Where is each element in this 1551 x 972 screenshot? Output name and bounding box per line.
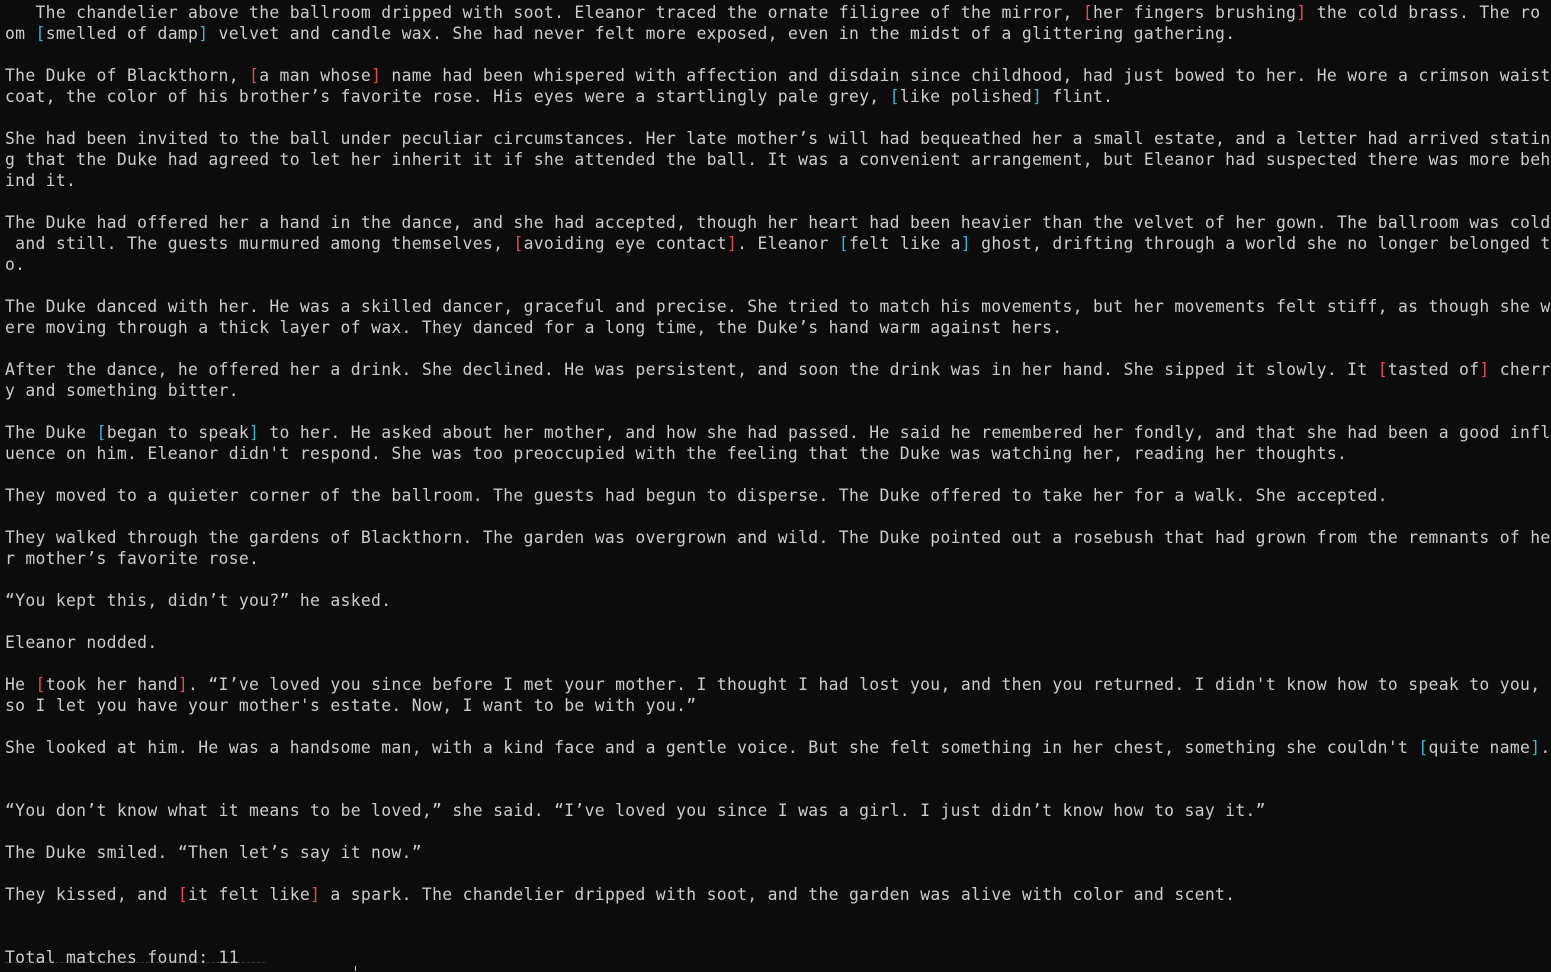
line-text: felt like a <box>848 234 961 253</box>
match-bracket-cyan: [ <box>96 423 107 442</box>
line-text: g that the Duke had agreed to let her inherit it if she attended the ball. It was a convenient arrangement, but Eleanor had suspected there was more beh <box>5 150 1551 169</box>
line-text: flint. <box>1042 87 1114 106</box>
line-text: ind it. <box>5 171 77 190</box>
terminal-line <box>5 65 1551 86</box>
line-text: om <box>5 24 36 43</box>
terminal-line <box>5 632 158 653</box>
line-text: They kissed, and <box>5 885 178 904</box>
match-bracket-red: [ <box>513 234 524 253</box>
terminal-line <box>5 212 1551 233</box>
line-text: o. <box>5 255 26 274</box>
line-text: . “I’ve loved you since before I met your mother. I thought I had lost you, and then you returned. I didn't know how to speak to you, <box>188 675 1541 694</box>
line-text: quite name <box>1428 738 1531 757</box>
line-text: She had been invited to the ball under peculiar circumstances. Her late mother’s will had bequeathed her a small estate, and a letter had arrived statin <box>5 129 1551 148</box>
match-bracket-cyan: ] <box>1530 738 1541 757</box>
line-text: uence on him. Eleanor didn't respond. She was too preoccupied with the feeling that the Duke was watching her, reading her thoughts. <box>5 444 1348 463</box>
line-text: coat, the color of his brother’s favorite rose. His eyes were a startlingly pale grey, <box>5 87 890 106</box>
line-text: it felt like <box>188 885 311 904</box>
line-text: The Duke <box>5 423 97 442</box>
terminal-line <box>5 527 1551 548</box>
match-bracket-cyan: [ <box>889 87 900 106</box>
line-text: She looked at him. He was a handsome man, with a kind face and a gentle voice. But she felt something in her chest, something she couldn't <box>5 738 1419 757</box>
terminal-line <box>5 380 239 401</box>
terminal-line <box>5 317 1062 338</box>
terminal-line <box>5 800 1266 821</box>
terminal-line <box>5 170 76 191</box>
line-text: smelled of damp <box>45 24 199 43</box>
line-text: . Eleanor <box>737 234 839 253</box>
line-text: a spark. The chandelier dripped with soot, and the garden was alive with color and scent. <box>320 885 1236 904</box>
line-text: The Duke danced with her. He was a skilled dancer, graceful and precise. She tried to match his movements, but her movements felt stiff, as though she w <box>5 297 1551 316</box>
line-text: After the dance, he offered her a drink. She declined. He was persistent, and soon the drink was in her hand. She sipped it slowly. It <box>5 360 1378 379</box>
match-bracket-cyan: ] <box>249 423 260 442</box>
match-bracket-red: [ <box>249 66 260 85</box>
line-text: began to speak <box>106 423 250 442</box>
match-bracket-cyan: ] <box>960 234 972 253</box>
line-text: They walked through the gardens of Blackthorn. The garden was overgrown and wild. The Duke pointed out a rosebush that had grown from the remnants of he <box>5 528 1551 547</box>
match-bracket-red: ] <box>1296 3 1307 22</box>
terminal-line <box>5 128 1551 149</box>
terminal-line <box>5 2 1540 23</box>
line-text: He <box>5 675 36 694</box>
line-text: name had been whispered with affection and disdain since childhood, had just bowed to her. He wore a crimson waist <box>381 66 1551 85</box>
line-text: the cold brass. The ro <box>1306 3 1541 22</box>
line-text: “You kept this, didn’t you?” he asked. <box>5 591 392 610</box>
match-bracket-red: ] <box>371 66 382 85</box>
match-bracket-red: [ <box>177 885 189 904</box>
line-text: cherr <box>1489 360 1551 379</box>
line-text: The Duke of Blackthorn, <box>5 66 250 85</box>
line-text: ere moving through a thick layer of wax. They danced for a long time, the Duke’s hand warm against hers. <box>5 318 1063 337</box>
line-text: y and something bitter. <box>5 381 239 400</box>
line-text: Eleanor nodded. <box>5 633 158 652</box>
match-bracket-red: ] <box>726 234 738 253</box>
match-bracket-cyan: [ <box>838 234 849 253</box>
line-text: They moved to a quieter corner of the ballroom. The guests had begun to disperse. The Duke offered to take her for a walk. She accepted. <box>5 486 1388 505</box>
line-text: The Duke had offered her a hand in the dance, and she had accepted, though her heart had been heavier than the velvet of her gown. The ballroom was cold <box>5 213 1551 232</box>
line-text: avoiding eye contact <box>523 234 727 253</box>
terminal-line <box>5 884 1235 905</box>
terminal-line <box>5 149 1551 170</box>
terminal-line <box>5 443 1347 464</box>
terminal-line <box>5 86 1113 107</box>
line-text: took her hand <box>45 675 178 694</box>
match-bracket-red: [ <box>1082 3 1093 22</box>
line-text: The chandelier above the ballroom dripped with soot. Eleanor traced the ornate filigree of the mirror, <box>5 3 1083 22</box>
terminal-line <box>5 359 1551 380</box>
terminal-line <box>5 674 1540 695</box>
line-text: her fingers brushing <box>1092 3 1297 22</box>
terminal-line <box>5 695 696 716</box>
match-bracket-cyan: ] <box>198 24 209 43</box>
terminal-line <box>5 737 1551 758</box>
line-text: a man whose <box>259 66 372 85</box>
terminal-line <box>5 842 422 863</box>
terminal-line <box>5 422 1551 443</box>
match-bracket-red: ] <box>1479 360 1490 379</box>
match-bracket-red: [ <box>35 675 46 694</box>
line-text: to her. He asked about her mother, and how she had passed. He said he remembered her fondly, and that she had been a good infl <box>259 423 1551 442</box>
line-text: . <box>1540 738 1551 757</box>
terminal-line <box>5 296 1551 317</box>
line-text: ghost, drifting through a world she no longer belonged t <box>971 234 1551 253</box>
line-text: The Duke smiled. “Then let’s say it now.” <box>5 843 422 862</box>
partially-hidden-next-line <box>5 962 265 972</box>
terminal-line <box>5 485 1388 506</box>
terminal-line <box>5 548 259 569</box>
match-bracket-cyan: ] <box>1031 87 1043 106</box>
line-text: velvet and candle wax. She had never felt more exposed, even in the midst of a glittering gathering. <box>208 24 1236 43</box>
line-text: Total matches found: 11 <box>5 948 239 967</box>
match-bracket-cyan: [ <box>35 24 46 43</box>
line-text: r mother’s favorite rose. <box>5 549 260 568</box>
line-text: “You don’t know what it means to be loved,” she said. “I’ve loved you since I was a girl. I just didn’t know how to say it.” <box>5 801 1266 820</box>
match-bracket-cyan: [ <box>1418 738 1429 757</box>
terminal-line <box>5 590 391 611</box>
match-bracket-red: [ <box>1377 360 1388 379</box>
line-text: tasted of <box>1387 360 1480 379</box>
terminal-line <box>5 254 25 275</box>
line-text: like polished <box>899 87 1032 106</box>
match-bracket-red: ] <box>177 675 189 694</box>
line-text: so I let you have your mother's estate. Now, I want to be with you.” <box>5 696 697 715</box>
text-cursor <box>355 966 356 971</box>
line-text: and still. The guests murmured among themselves, <box>5 234 514 253</box>
terminal-line <box>5 23 1235 44</box>
terminal-line <box>5 233 1551 254</box>
match-bracket-red: ] <box>310 885 321 904</box>
